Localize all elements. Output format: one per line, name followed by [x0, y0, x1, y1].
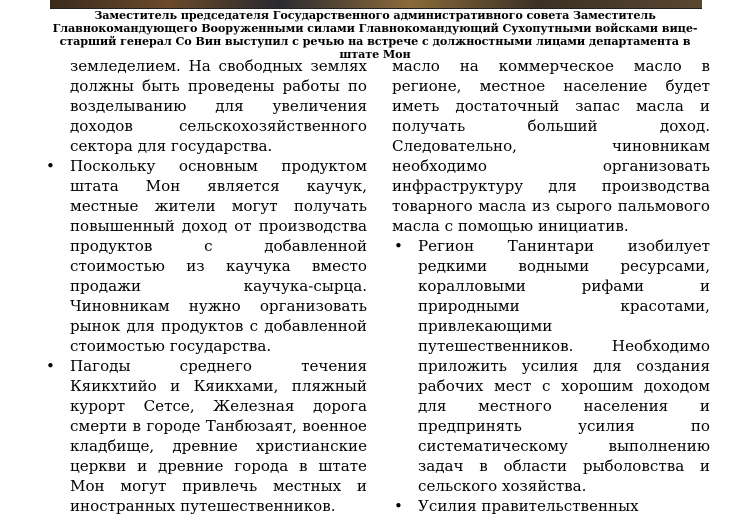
bullet-icon: •: [394, 497, 403, 515]
list-item: [392, 496, 710, 516]
left-intro-paragraph: земледелием. На свободных землях должны быть проведены работы по возделыванию для увеличения доходов сельскохозяйственного сектора для государства.: [70, 57, 367, 155]
right-intro-paragraph: масло на коммерческое масло в регионе, местное население будет иметь достаточный запас масла и получать больший доход. Следовательно, чиновникам необходимо организовать инфраструктуру для производства товарного масла из сырого пальмового масла с помощью инициатив.: [392, 57, 710, 235]
list-item-text: Усилия правительственных: [418, 497, 639, 515]
right-column: [392, 56, 710, 516]
list-item: [44, 156, 367, 356]
list-item-text: Регион Танинтари изобилует редкими водными ресурсами, коралловыми рифами и природными красотами, привлекающими путешественников. Необходимо приложить усилия для создания рабочих мест с хорошим доходом для местного населения и предпринять усилия по систематическому выполнению задач в области рыболовства и сельского хозяйства.: [418, 237, 710, 495]
list-item-text: Пагоды среднего течения Кяикхтийо и Кяикхами, пляжный курорт Сетсе, Железная дорога смерти в городе Танбюзаят, военное кладбище, древние христианские церкви и древние города в штате Мон могут привлечь местных и иностранных путешественников.: [70, 357, 367, 515]
list-item: [392, 236, 710, 496]
list-item: [44, 356, 367, 516]
left-column: [44, 56, 367, 516]
list-item-text: Поскольку основным продуктом штата Мон является каучук, местные жители могут получать повышенный доход от производства продуктов с добавленной стоимостью из каучука вместо продажи каучука-сырца. Чиновникам нужно организовать рынок для продуктов с добавленной стоимостью государства.: [70, 157, 367, 355]
bullet-icon: •: [46, 357, 55, 375]
bullet-icon: •: [394, 237, 403, 255]
photo-caption: Заместитель председателя Государственного административного совета Заместитель Главнокомандующего Вооруженными силами Главнокомандующий Сухопутными войсками вице-старший генерал Со Вин выступил с речью на встрече с должностными лицами департамента в штате Мон: [52, 8, 698, 61]
bullet-icon: •: [46, 157, 55, 175]
